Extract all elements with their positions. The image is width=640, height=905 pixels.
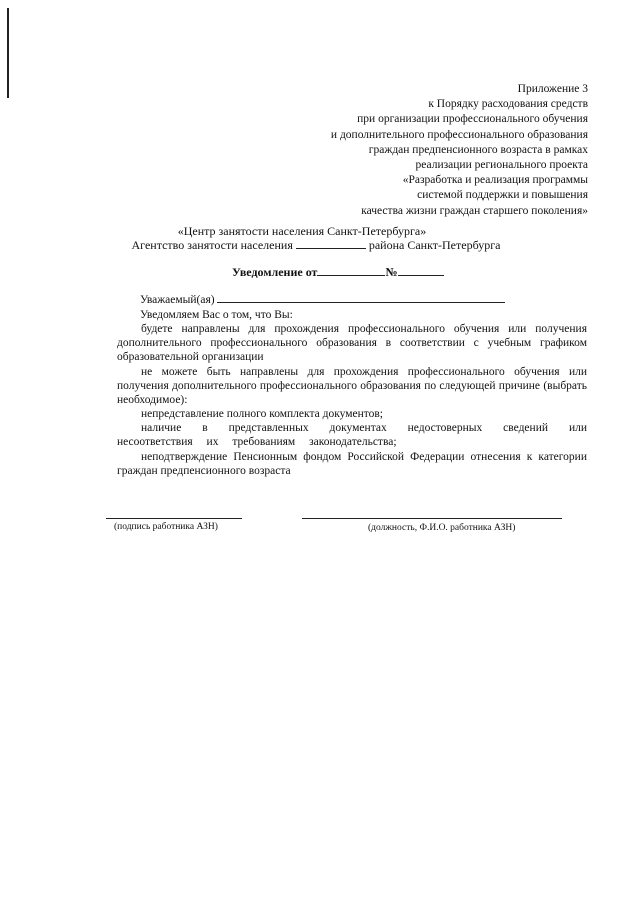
appendix-header	[331, 82, 588, 219]
appendix-line: к Порядку расходования средств	[428, 98, 588, 111]
reason-incomplete-documents: непредставление полного комплекта документов;	[141, 408, 383, 420]
appendix-line: системой поддержки и повышения	[417, 189, 588, 202]
employee-signature-caption: (подпись работника АЗН)	[114, 522, 218, 532]
appendix-line: «Разработка и реализация программы	[402, 174, 588, 187]
option-refusal: не можете быть направлены для прохождения профессионального обучения или получения дополнительного профессионального образования по следующей причине (выбрать необходимое):	[117, 366, 587, 407]
employee-signature-line[interactable]	[106, 518, 242, 519]
employee-position-name-caption: (должность, Ф.И.О. работника АЗН)	[368, 523, 516, 533]
greeting-label: Уважаемый(ая)	[140, 294, 215, 306]
notice-title	[232, 265, 444, 280]
appendix-line: граждан предпенсионного возраста в рамках	[368, 143, 588, 156]
greeting-line	[140, 292, 520, 307]
agency-suffix: района Санкт-Петербурга	[368, 238, 501, 252]
notify-line: Уведомляем Вас о том, что Вы:	[140, 309, 293, 321]
district-blank[interactable]	[296, 238, 366, 249]
notice-number-sign: №	[385, 265, 398, 279]
appendix-line: и дополнительного профессионального образования	[330, 128, 588, 141]
agency-line	[0, 238, 636, 253]
option-referral: будете направлены для прохождения профессионального обучения или получения дополнительного профессионального образования в соответствии с учебным графиком образовательной организации	[117, 323, 587, 364]
employee-position-name-line[interactable]	[302, 518, 562, 519]
notice-date-blank[interactable]	[317, 265, 385, 276]
agency-prefix: Агентство занятости населения	[131, 238, 293, 252]
appendix-line: при организации профессионального обучения	[357, 113, 588, 126]
organization-name: «Центр занятости населения Санкт-Петербурга»	[177, 224, 427, 238]
appendix-line: качества жизни граждан старшего поколения»	[361, 204, 588, 217]
notice-number-blank[interactable]	[398, 265, 444, 276]
scan-edge-mark	[7, 8, 9, 98]
recipient-name-blank[interactable]	[217, 292, 505, 303]
reason-invalid-information: наличие в представленных документах недостоверных сведений или несоответствия их требованиям законодательства;	[117, 422, 587, 449]
appendix-line: реализации регионального проекта	[415, 159, 588, 172]
reason-no-confirmation: неподтверждение Пенсионным фондом Российской Федерации отнесения к категории граждан предпенсионного возраста	[117, 451, 587, 478]
appendix-line: Приложение 3	[517, 83, 588, 95]
notice-title-prefix: Уведомление от	[232, 265, 318, 279]
